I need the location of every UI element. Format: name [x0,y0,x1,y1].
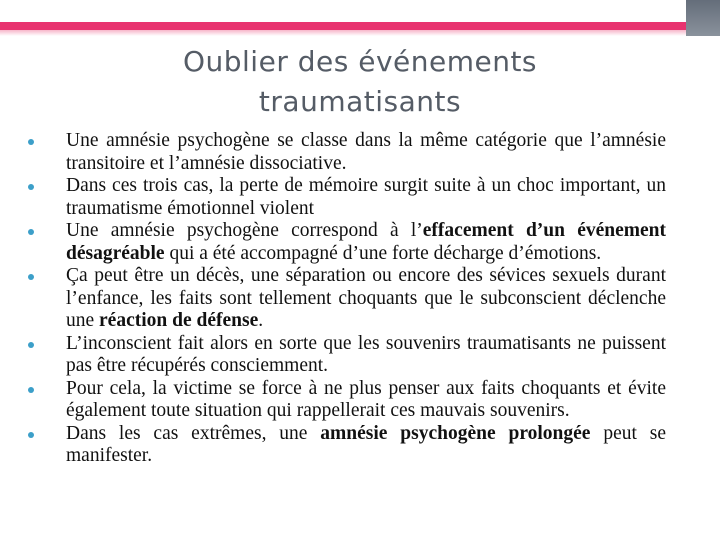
title-line-2: traumatisants [258,85,462,118]
slide-title [100,42,620,122]
bullet-item [28,423,666,468]
bullet-dot-icon [28,139,34,145]
title-line-1: Oublier des événements [182,45,538,78]
bullet-emphasis: amnésie psychogène prolongée [320,422,591,444]
bullet-dot-icon [28,432,34,438]
bullet-item [28,378,666,423]
bullet-item [28,265,666,333]
bullet-text [66,265,666,331]
bullet-dot-icon [28,184,34,190]
bullet-emphasis: réaction de défense [99,310,259,331]
bullet-text-part: Ça peut être un décès, une séparation ou encore des sévices sexuels durant l’enfance, les faits sont tellement choquants que le subconscient déclenche une [66,265,666,331]
decorative-top-bar [0,0,720,36]
bullet-text-part: . [258,310,264,331]
bullet-text [66,333,666,377]
pink-accent-bar [0,0,686,36]
bullet-list [28,130,666,468]
bullet-text-part: Dans ces trois cas, la perte de mémoire surgit suite à un choc important, un traumatisme émotionnel violent [66,175,666,219]
bullet-text-part: Dans les cas extrêmes, une [66,422,321,444]
bullet-dot-icon [28,387,34,393]
bullet-item [28,333,666,378]
bullet-text-part: Pour cela, la victime se force à ne plus penser aux faits choquants et évite également toute situation qui rappellerait ces mauvais souvenirs. [66,377,666,421]
bullet-item [28,175,666,220]
bullet-text [66,175,666,219]
bullet-text-part: qui a été accompagné d’une forte décharge d’émotions. [164,242,602,264]
bullet-text-part: Une amnésie psychogène correspond à l’ [66,220,423,241]
bullet-text [66,423,666,467]
bullet-text-part: Une amnésie psychogène se classe dans la même catégorie que l’amnésie transitoire et l’amnésie dissociative. [66,130,666,174]
bullet-text [66,130,666,174]
bullet-text-part: peut se manifester. [66,422,666,466]
bullet-dot-icon [28,274,34,280]
bullet-item [28,130,666,175]
bullet-text-part: L’inconscient fait alors en sorte que les souvenirs traumatisants ne puissent pas être récupérés consciemment. [66,332,666,376]
bullet-dot-icon [28,342,34,348]
bullet-emphasis: effacement d’un événement désagréable [66,220,667,264]
bullet-item [28,220,666,265]
gray-accent-block [686,0,720,36]
bullet-text [66,378,666,422]
bullet-text [66,220,666,264]
bullet-dot-icon [28,229,34,235]
